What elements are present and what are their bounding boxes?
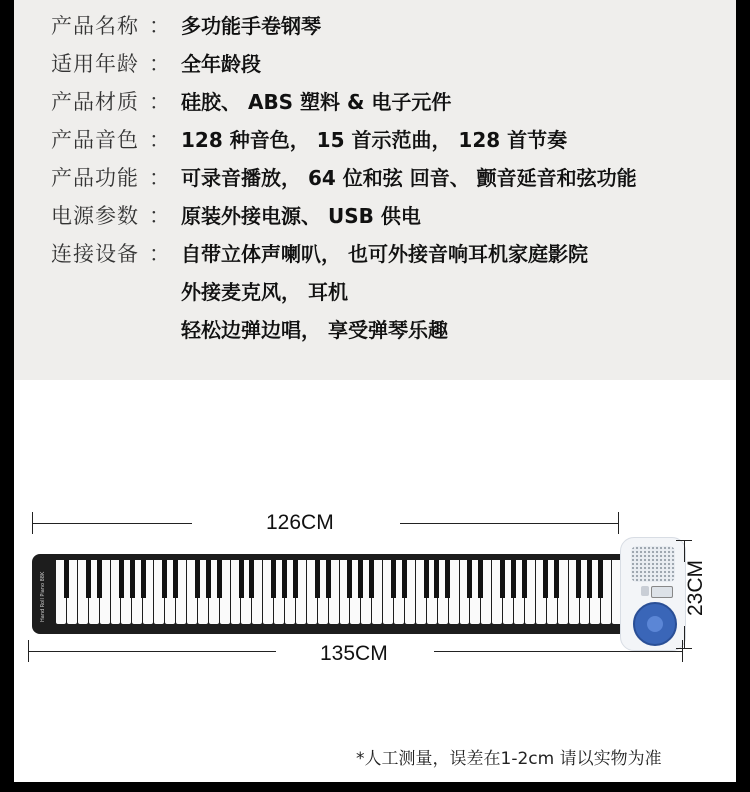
black-key bbox=[173, 560, 178, 598]
black-key bbox=[141, 560, 146, 598]
black-key bbox=[206, 560, 211, 598]
spec-separator: ： bbox=[149, 90, 170, 114]
spec-label: 产品材质 bbox=[51, 90, 139, 114]
spec-label: 电源参数 bbox=[51, 204, 139, 228]
spec-value: 128 种音色， 15 首示范曲， 128 首节奏 bbox=[181, 128, 568, 152]
spec-value: 全年龄段 bbox=[181, 52, 261, 76]
black-key bbox=[576, 560, 581, 598]
black-key bbox=[554, 560, 559, 598]
piano-control-box bbox=[620, 537, 686, 651]
black-key bbox=[402, 560, 407, 598]
black-keys bbox=[56, 560, 622, 598]
black-key bbox=[424, 560, 429, 598]
dimension-line bbox=[684, 626, 685, 648]
spec-row-function bbox=[14, 158, 736, 196]
black-key bbox=[239, 560, 244, 598]
black-key bbox=[130, 560, 135, 598]
spec-value: 硅胶、 ABS 塑料 & 电子元件 bbox=[181, 90, 452, 114]
spec-row-connect-cont-2 bbox=[14, 310, 736, 348]
dimension-tick bbox=[618, 512, 619, 534]
black-key bbox=[347, 560, 352, 598]
spec-separator: ： bbox=[149, 52, 170, 76]
black-key bbox=[195, 560, 200, 598]
spec-label: 产品功能 bbox=[51, 166, 139, 190]
roll-up-piano-keyboard bbox=[32, 554, 628, 634]
keyboard-length-label: 126CM bbox=[266, 511, 334, 534]
spec-row-connect bbox=[14, 234, 736, 272]
spec-panel bbox=[14, 0, 736, 380]
black-key bbox=[587, 560, 592, 598]
control-dial-icon bbox=[633, 602, 677, 646]
black-key bbox=[358, 560, 363, 598]
lcd-display bbox=[651, 586, 673, 598]
spec-separator: ： bbox=[149, 128, 170, 152]
spec-value: 可录音播放， 64 位和弦 回音、 颤音延音和弦功能 bbox=[181, 166, 637, 190]
black-key bbox=[500, 560, 505, 598]
black-key bbox=[162, 560, 167, 598]
spec-separator: ： bbox=[149, 204, 170, 228]
black-key bbox=[282, 560, 287, 598]
black-key bbox=[543, 560, 548, 598]
total-length-label: 135CM bbox=[320, 642, 388, 665]
spec-value: 自带立体声喇叭， 也可外接音响耳机家庭影院 bbox=[181, 242, 588, 266]
dimension-line bbox=[32, 523, 192, 524]
black-key bbox=[293, 560, 298, 598]
black-key bbox=[511, 560, 516, 598]
black-key bbox=[271, 560, 276, 598]
black-key bbox=[119, 560, 124, 598]
dimension-line bbox=[28, 651, 276, 652]
spec-row-power bbox=[14, 196, 736, 234]
dimension-tick bbox=[682, 640, 683, 662]
black-key bbox=[522, 560, 527, 598]
spec-label: 适用年龄 bbox=[51, 52, 139, 76]
spec-row-name bbox=[14, 6, 736, 44]
dial-center bbox=[647, 616, 663, 632]
measurement-disclaimer: *人工测量，误差在1-2cm 请以实物为准 bbox=[356, 749, 662, 769]
product-spec-page bbox=[14, 0, 736, 782]
spec-row-timbre bbox=[14, 120, 736, 158]
black-key bbox=[478, 560, 483, 598]
spec-value: 多功能手卷钢琴 bbox=[181, 14, 321, 38]
black-key bbox=[64, 560, 69, 598]
black-key bbox=[598, 560, 603, 598]
black-key bbox=[315, 560, 320, 598]
black-key bbox=[97, 560, 102, 598]
black-key bbox=[467, 560, 472, 598]
width-label: 23CM bbox=[684, 559, 707, 617]
black-key bbox=[86, 560, 91, 598]
spec-separator: ： bbox=[149, 242, 170, 266]
spec-label: 连接设备 bbox=[51, 242, 139, 266]
spec-row-age bbox=[14, 44, 736, 82]
speaker-grill bbox=[631, 546, 675, 582]
spec-label: 产品名称 bbox=[51, 14, 139, 38]
dimension-line bbox=[434, 651, 682, 652]
black-key bbox=[249, 560, 254, 598]
spec-value-continued: 外接麦克风， 耳机 bbox=[181, 280, 348, 304]
spec-separator: ： bbox=[149, 166, 170, 190]
spec-label: 产品音色 bbox=[51, 128, 139, 152]
black-key bbox=[369, 560, 374, 598]
dimension-line bbox=[400, 523, 618, 524]
spec-separator: ： bbox=[149, 14, 170, 38]
control-buttons bbox=[641, 586, 649, 596]
spec-row-connect-cont-1 bbox=[14, 272, 736, 310]
black-key bbox=[326, 560, 331, 598]
black-key bbox=[445, 560, 450, 598]
spec-row-material bbox=[14, 82, 736, 120]
spec-value: 原装外接电源、 USB 供电 bbox=[181, 204, 421, 228]
piano-brand-text: Hand Roll Piano 88K bbox=[40, 571, 46, 622]
black-key bbox=[391, 560, 396, 598]
black-key bbox=[217, 560, 222, 598]
spec-value-continued: 轻松边弹边唱， 享受弹琴乐趣 bbox=[181, 318, 448, 342]
dimension-tick bbox=[676, 648, 692, 649]
black-key bbox=[434, 560, 439, 598]
